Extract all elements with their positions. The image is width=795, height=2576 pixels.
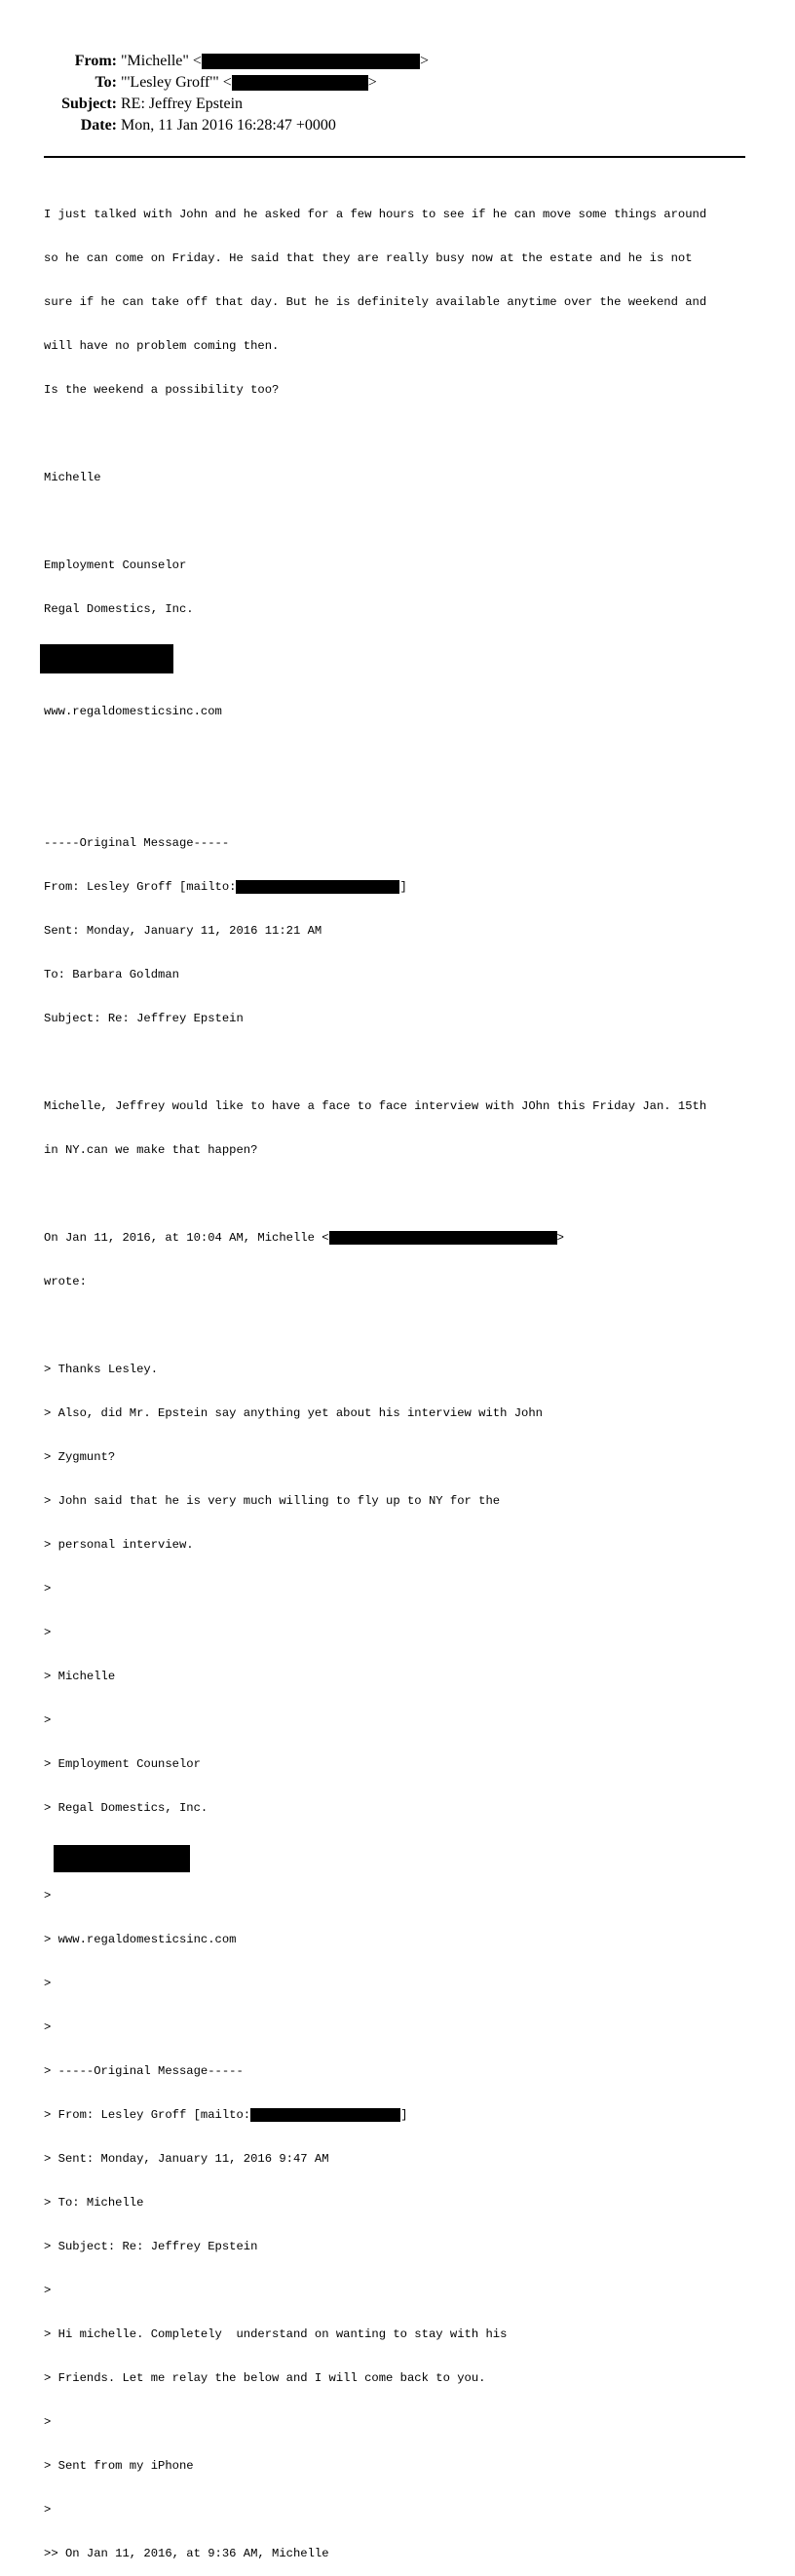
from-close: >: [419, 53, 429, 69]
signature-title: Employment Counselor: [44, 558, 187, 572]
body-line: sure if he can take off that day. But he is definitely available anytime over the weekend and: [44, 295, 707, 309]
blank-line: [44, 427, 765, 442]
quoted-line: > Employment Counselor: [44, 1757, 201, 1771]
quoted-line: > www.regaldomesticsinc.com: [44, 1933, 237, 1946]
to-value: [121, 72, 377, 94]
quoted-line: >: [44, 2503, 52, 2517]
blank-line: [44, 515, 765, 529]
original-to: To: Barbara Goldman: [44, 968, 179, 981]
quoted-line: > Michelle: [44, 1670, 116, 1683]
wrote-line: wrote:: [44, 1275, 87, 1288]
original-sent: Sent: Monday, January 11, 2016 11:21 AM: [44, 924, 322, 938]
body-line: will have no problem coming then.: [44, 339, 280, 353]
from-value: [121, 51, 429, 72]
quoted-signature-redaction: [54, 1845, 190, 1872]
quoted-line: > Also, did Mr. Epstein say anything yet about his interview with John: [44, 1406, 543, 1420]
blank-line: [44, 1319, 765, 1333]
signature-redaction-row: [44, 646, 765, 675]
blank-line: [44, 1056, 765, 1070]
body-line: I just talked with John and he asked for a few hours to see if he can move some things around: [44, 208, 707, 221]
quoted-line: > Subject: Re: Jeffrey Epstein: [44, 2240, 258, 2253]
body-line: so he can come on Friday. He said that they are really busy now at the estate and he is not: [44, 251, 693, 265]
header-divider: [44, 156, 745, 158]
blank-line: [44, 792, 765, 807]
quoted-line: >: [44, 2020, 52, 2034]
quoted-line: >: [44, 2284, 52, 2297]
from-email-redaction: [202, 54, 420, 69]
body-line: in NY.can we make that happen?: [44, 1143, 258, 1157]
quoted-line: >: [44, 1713, 52, 1727]
signature-redaction: [40, 644, 173, 673]
quoted-line: > To: Michelle: [44, 2196, 144, 2210]
original-subject: Subject: Re: Jeffrey Epstein: [44, 1012, 244, 1025]
quoted-from-close: ]: [400, 2108, 408, 2123]
quoted-line: >: [44, 1626, 52, 1639]
on-date-line: [44, 1231, 765, 1246]
on-date-close: >: [556, 1231, 564, 1246]
to-name: "'Lesley Groff'" <: [121, 74, 232, 91]
blank-line: [44, 749, 765, 763]
signature-website: www.regaldomesticsinc.com: [44, 705, 222, 718]
quoted-line: > Sent from my iPhone: [44, 2459, 194, 2473]
subject-value: RE: Jeffrey Epstein: [121, 96, 244, 112]
quoted-line: > Zygmunt?: [44, 1450, 116, 1464]
from-label: From:: [74, 53, 117, 69]
to-label: To:: [95, 74, 117, 91]
original-from-redaction: [236, 880, 399, 894]
quoted-redaction-line: [44, 1845, 765, 1860]
quoted-from-redaction: [250, 2108, 400, 2122]
quoted-line: > Thanks Lesley.: [44, 1363, 159, 1376]
quoted-line: >: [44, 1977, 52, 1990]
from-name: "Michelle" <: [121, 53, 202, 69]
email-body: [44, 178, 765, 2576]
original-message-separator: -----Original Message-----: [44, 836, 230, 850]
quoted-line: >> On Jan 11, 2016, at 9:36 AM, Michelle: [44, 2547, 329, 2560]
quoted-line: > Sent: Monday, January 11, 2016 9:47 AM: [44, 2152, 329, 2166]
quoted-line: > -----Original Message-----: [44, 2064, 244, 2078]
quoted-line: > Friends. Let me relay the below and I will come back to you.: [44, 2371, 486, 2385]
quoted-from-text: > From: Lesley Groff [mailto:: [44, 2108, 251, 2123]
body-line: Michelle, Jeffrey would like to have a face to face interview with JOhn this Friday Jan. 15th: [44, 1099, 707, 1113]
quoted-line: > Regal Domestics, Inc.: [44, 1801, 208, 1815]
quoted-line: > personal interview.: [44, 1538, 194, 1552]
original-from-close: ]: [399, 880, 407, 895]
original-from-text: From: Lesley Groff [mailto:: [44, 880, 237, 895]
on-date-email-redaction: [329, 1231, 557, 1245]
to-email-redaction: [232, 75, 368, 91]
quoted-from: [44, 2108, 765, 2123]
date-label: Date:: [80, 117, 117, 134]
signature-name: Michelle: [44, 471, 101, 484]
blank-line: [44, 1187, 765, 1202]
original-from: [44, 880, 765, 895]
quoted-line: >: [44, 1582, 52, 1596]
signature-company: Regal Domestics, Inc.: [44, 602, 194, 616]
subject-label: Subject:: [61, 96, 117, 112]
body-line: Is the weekend a possibility too?: [44, 383, 280, 397]
quoted-line: >: [44, 2415, 52, 2429]
to-close: >: [367, 74, 377, 91]
quoted-redaction-line: >: [44, 1889, 52, 1903]
on-date-text: On Jan 11, 2016, at 10:04 AM, Michelle <: [44, 1231, 329, 1246]
quoted-line: > John said that he is very much willing to fly up to NY for the: [44, 1494, 501, 1508]
date-value: Mon, 11 Jan 2016 16:28:47 +0000: [121, 117, 336, 134]
quoted-line: > Hi michelle. Completely understand on wanting to stay with his: [44, 2327, 508, 2341]
